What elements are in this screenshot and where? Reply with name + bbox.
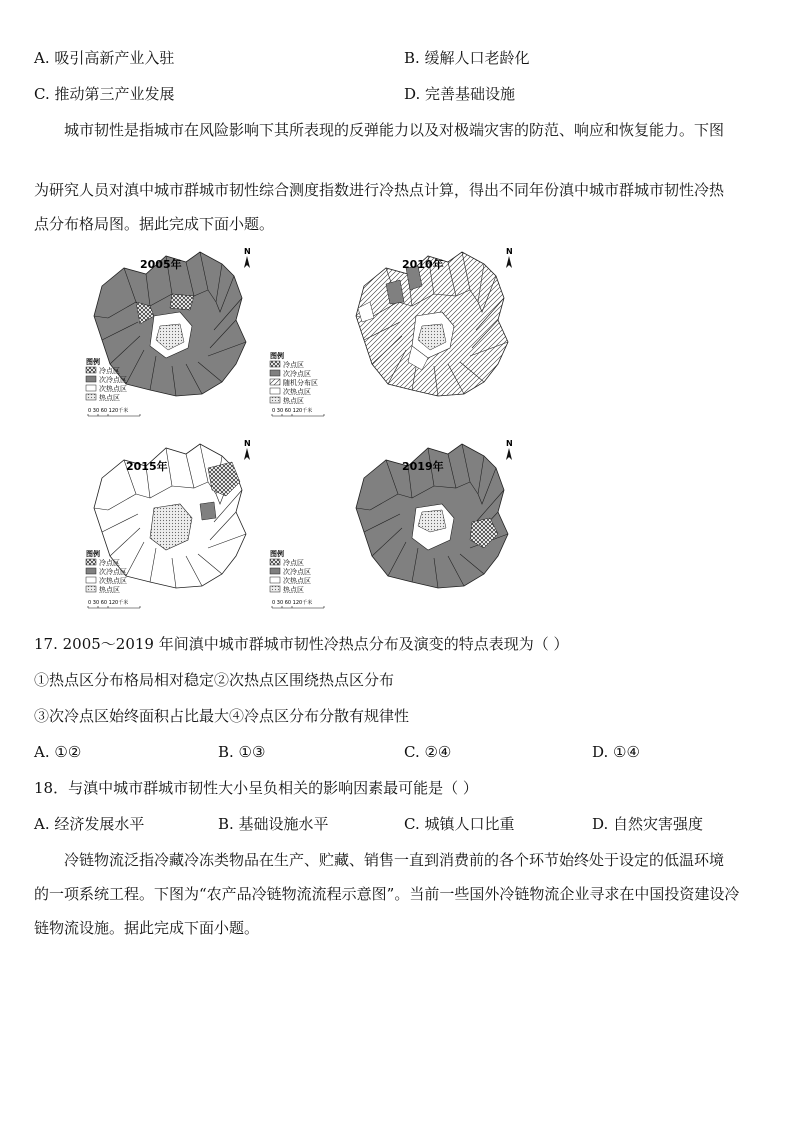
north-arrow-icon <box>506 439 513 460</box>
q17-statements-1: ①热点区分布格局相对稳定②次热点区围绕热点区分布 <box>34 671 395 689</box>
svg-text:热点区: 热点区 <box>283 586 304 594</box>
option-b[interactable]: B. 缓解人口老龄化 <box>404 49 530 67</box>
option-c[interactable]: C. 推动第三产业发展 <box>34 85 175 103</box>
svg-text:冷点区: 冷点区 <box>283 559 304 567</box>
intro1-line3: 点分布格局图。据此完成下面小题。 <box>34 215 275 233</box>
north-arrow-icon <box>244 247 251 268</box>
svg-text:次热点区: 次热点区 <box>283 577 311 585</box>
svg-text:次热点区: 次热点区 <box>99 385 127 393</box>
map-2010 <box>356 247 513 396</box>
intro1-line1: 城市韧性是指城市在风险影响下其所表现的反弹能力以及对极端灾害的防范、响应和恢复能力。下图 <box>64 121 725 139</box>
map-2005-title: 2005年 <box>140 258 182 271</box>
map-2015-title: 2015年 <box>126 460 168 473</box>
legend-2010 <box>270 351 324 416</box>
svg-text:N: N <box>506 439 513 448</box>
q18-stem: 18．与滇中城市群城市韧性大小呈负相关的影响因素最可能是（ ） <box>34 779 478 797</box>
intro2-line1: 冷链物流泛指冷藏冷冻类物品在生产、贮藏、销售一直到消费前的各个环节始终处于设定的低温环境 <box>64 851 725 869</box>
svg-text:次冷点区: 次冷点区 <box>283 568 311 576</box>
q18-option-b[interactable]: B. 基础设施水平 <box>218 815 329 833</box>
option-a[interactable]: A. 吸引高新产业入驻 <box>34 49 175 67</box>
intro2-line3: 链物流设施。据此完成下面小题。 <box>34 919 260 937</box>
svg-text:冷点区: 冷点区 <box>99 367 120 375</box>
map-2010-title: 2010年 <box>402 258 444 271</box>
svg-text:0 30 60 120千米: 0 30 60 120千米 <box>88 600 129 606</box>
q17-option-b[interactable]: B. ①③ <box>218 743 266 761</box>
q18-option-d[interactable]: D. 自然灾害强度 <box>592 815 704 833</box>
resilience-map-figure <box>84 246 524 620</box>
q17-option-c[interactable]: C. ②④ <box>404 743 452 761</box>
svg-text:N: N <box>506 247 513 256</box>
svg-text:图例: 图例 <box>270 550 284 558</box>
svg-text:次热点区: 次热点区 <box>283 388 311 396</box>
svg-text:N: N <box>244 439 251 448</box>
map-2019 <box>356 439 513 588</box>
q17-stem: 17. 2005～2019 年间滇中城市群城市韧性冷热点分布及演变的特点表现为（ ） <box>34 635 569 653</box>
svg-text:0 30 60 120千米: 0 30 60 120千米 <box>272 600 313 606</box>
q18-option-a[interactable]: A. 经济发展水平 <box>34 815 145 833</box>
intro1-line2: 为研究人员对滇中城市群城市韧性综合测度指数进行冷热点计算，得出不同年份滇中城市群城市韧性冷热 <box>34 181 725 199</box>
svg-text:0 30 60 120千米: 0 30 60 120千米 <box>272 408 313 414</box>
q17-option-d[interactable]: D. ①④ <box>592 743 640 761</box>
svg-text:图例: 图例 <box>270 352 284 360</box>
map-2019-title: 2019年 <box>402 460 444 473</box>
q18-option-c[interactable]: C. 城镇人口比重 <box>404 815 515 833</box>
svg-text:热点区: 热点区 <box>99 394 120 402</box>
north-arrow-icon <box>244 439 251 460</box>
svg-text:N: N <box>244 247 251 256</box>
svg-text:图例: 图例 <box>86 358 100 366</box>
intro2-line2: 的一项系统工程。下图为“农产品冷链物流流程示意图”。当前一些国外冷链物流企业寻求在中国投资建设冷 <box>34 885 740 903</box>
q17-option-a[interactable]: A. ①② <box>34 743 82 761</box>
svg-text:次热点区: 次热点区 <box>99 577 127 585</box>
svg-text:次冷点区: 次冷点区 <box>283 370 311 378</box>
svg-text:冷点区: 冷点区 <box>99 559 120 567</box>
svg-text:图例: 图例 <box>86 550 100 558</box>
q17-statements-2: ③次冷点区始终面积占比最大④冷点区分布分散有规律性 <box>34 707 410 725</box>
svg-text:热点区: 热点区 <box>99 586 120 594</box>
legend-2019 <box>270 549 324 608</box>
svg-text:0 30 60 120千米: 0 30 60 120千米 <box>88 408 129 414</box>
north-arrow-icon <box>506 247 513 268</box>
svg-text:随机分布区: 随机分布区 <box>283 379 318 387</box>
svg-text:冷点区: 冷点区 <box>283 361 304 369</box>
option-d[interactable]: D. 完善基础设施 <box>404 85 516 103</box>
svg-text:次冷点区: 次冷点区 <box>99 568 127 576</box>
svg-text:次冷点区: 次冷点区 <box>99 376 127 384</box>
svg-text:热点区: 热点区 <box>283 397 304 405</box>
